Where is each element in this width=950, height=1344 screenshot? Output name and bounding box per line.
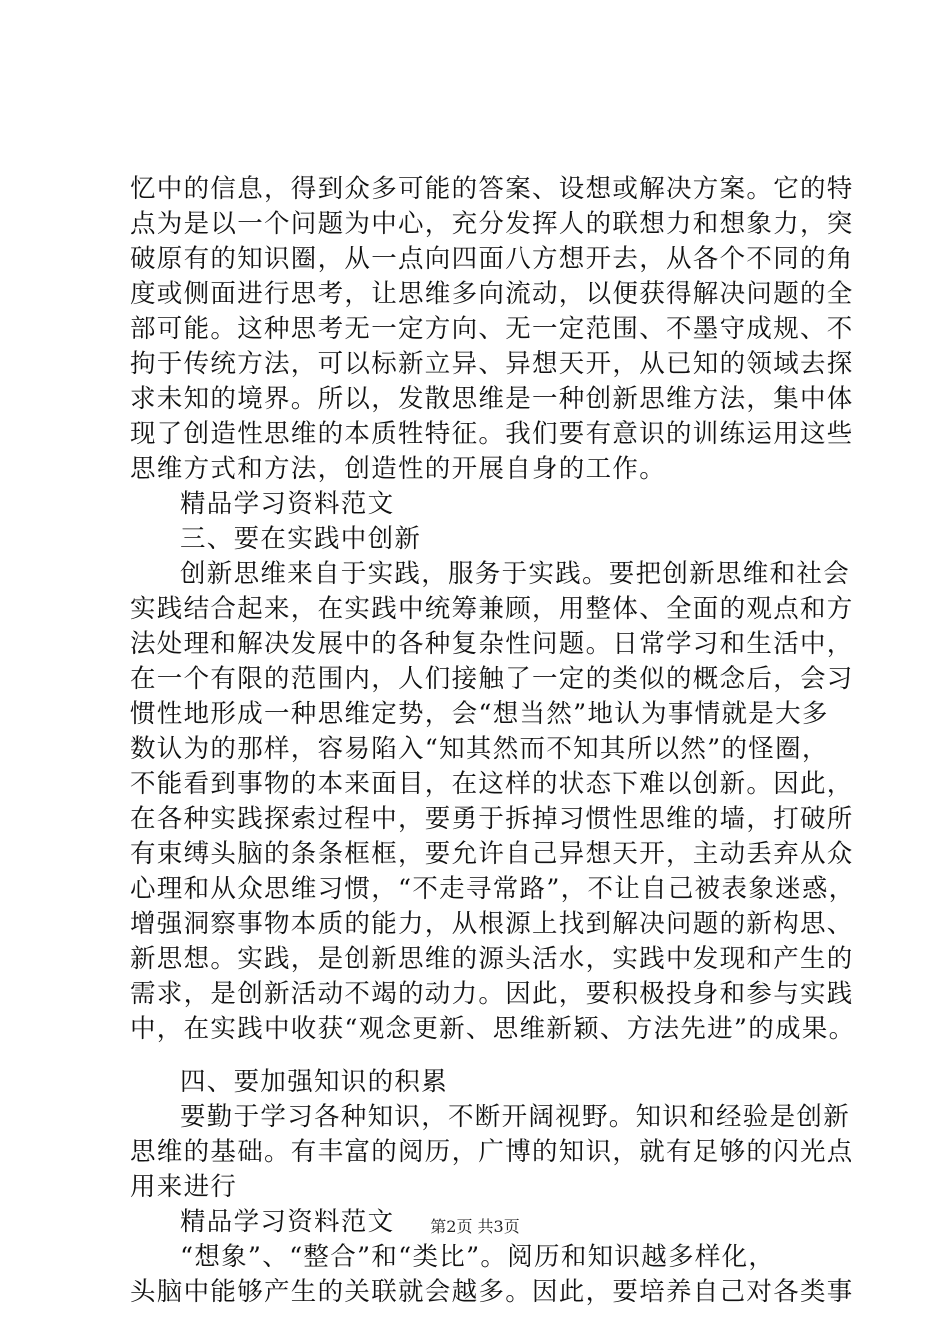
- text-line: 数认为的那样，容易陷入“知其然而不知其所以然”的怪圈，: [130, 734, 829, 764]
- text-line: 部可能。这种思考无一定方向、无一定范围、不墨守成规、不: [130, 314, 854, 344]
- text-line: 思维方式和方法，创造性的开展自身的工作。: [130, 454, 667, 484]
- text-line: 现了创造性思维的本质牲特征。我们要有意识的训练运用这些: [130, 419, 854, 449]
- inline-label: 精品学习资料范文: [180, 1207, 395, 1237]
- text-line: 思维的基础。有丰富的阅历，广博的知识，就有足够的闪光点: [130, 1137, 854, 1167]
- text-line: 惯性地形成一种思维定势，会“想当然”地认为事情就是大多: [130, 699, 829, 729]
- text-line: 求未知的境界。所以，发散思维是一种创新思维方法，集中体: [130, 384, 854, 414]
- text-line: 破原有的知识圈，从一点向四面八方想开去，从各个不同的角: [130, 244, 854, 274]
- text-line: 头脑中能够产生的关联就会越多。因此，要培养自己对各类事: [130, 1277, 854, 1307]
- text-line: 实践结合起来，在实践中统筹兼顾，用整体、全面的观点和方: [130, 594, 854, 624]
- text-line: 忆中的信息，得到众多可能的答案、设想或解决方案。它的特: [130, 174, 854, 204]
- text-line: 在一个有限的范围内，人们接触了一定的类似的概念后，会习: [130, 664, 854, 694]
- text-line: 度或侧面进行思考，让思维多向流动，以便获得解决问题的全: [130, 279, 854, 309]
- text-line: 新思想。实践，是创新思维的源头活水，实践中发现和产生的: [130, 944, 854, 974]
- page-number-footer: 第2页 共3页: [430, 1217, 520, 1236]
- text-line: 心理和从众思维习惯，“不走寻常路”，不让自己被表象迷惑，: [130, 874, 856, 904]
- text-line: 法处理和解决发展中的各种复杂性问题。日常学习和生活中，: [130, 629, 854, 659]
- text-line: 拘于传统方法，可以标新立异、异想天开，从已知的领域去探: [130, 349, 854, 379]
- inline-label: 精品学习资料范文: [180, 489, 395, 519]
- text-line: 点为是以一个问题为中心，充分发挥人的联想力和想象力，突: [130, 209, 854, 239]
- text-line: 不能看到事物的本来面目，在这样的状态下难以创新。因此，: [130, 769, 854, 799]
- text-line: 在各种实践探索过程中，要勇于拆掉习惯性思维的墙，打破所: [130, 804, 854, 834]
- text-line: 用来进行: [130, 1172, 238, 1202]
- section-heading: 四、要加强知识的积累: [180, 1067, 449, 1097]
- section-heading: 三、要在实践中创新: [180, 524, 422, 554]
- text-line: 需求，是创新活动不竭的动力。因此，要积极投身和参与实践: [130, 979, 854, 1009]
- text-line: 创新思维来自于实践，服务于实践。要把创新思维和社会: [180, 559, 851, 589]
- text-line: 中，在实践中收获“观念更新、思维新颖、方法先进”的成果。: [130, 1014, 856, 1044]
- text-line: “想象”、“整合”和“类比”。阅历和知识越多样化，: [180, 1242, 776, 1272]
- text-line: 要勤于学习各种知识，不断开阔视野。知识和经验是创新: [180, 1102, 851, 1132]
- text-line: 增强洞察事物本质的能力，从根源上找到解决问题的新构思、: [130, 909, 854, 939]
- text-line: 有束缚头脑的条条框框，要允许自己异想天开，主动丢弃从众: [130, 839, 854, 869]
